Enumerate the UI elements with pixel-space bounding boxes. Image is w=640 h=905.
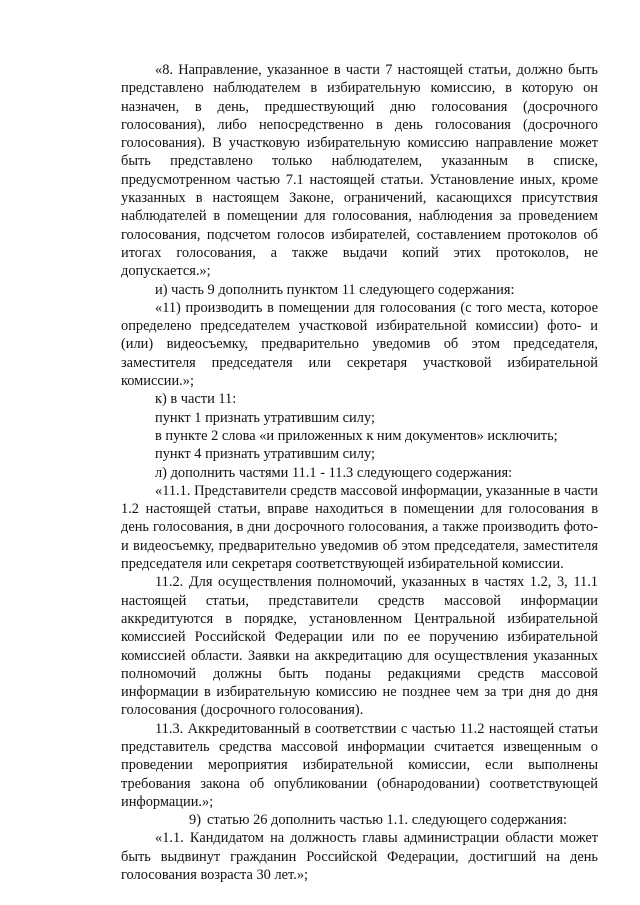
paragraph-part-1-1: «1.1. Кандидатом на должность главы администрации области может быть выдвинут гражданин Российской Федерации, достигший на день голосования возраста 30 лет.»;: [121, 830, 598, 884]
paragraph-part-11-1: «11.1. Представители средств массовой информации, указанные в части 1.2 настоящей статьи, вправе находиться в помещении для голосования в день голосования, в дни досрочного голосования, а также производить фото- и видеосъемку, предварительно уведомив об этом председателя, заместителя председателя или секретаря соответствующей избирательной комиссии.: [121, 482, 598, 573]
paragraph-part-8: «8. Направление, указанное в части 7 настоящей статьи, должно быть представлено наблюдателем в избирательную комиссию, в которую он назначен, в день, предшествующий дню голосования (досрочного голосования), либо непосредственно в день голосования (досрочного голосования). В участковую избирательную комиссию направление может быть представлено только наблюдателем, указанным в списке, предусмотренном частью 7.1 настоящей статьи. Установление иных, кроме указанных в настоящем Законе, ограничений, касающихся присутствия наблюдателей в помещении для голосования, наблюдения за проведением голосования, подсчетом голосов избирателей, составлением протоколов об итогах голосования, а также выдачи копий этих протоколов, не допускается.»;: [121, 62, 598, 280]
paragraph-item-k: к) в части 11:: [155, 391, 237, 408]
paragraph-part-11-2: 11.2. Для осуществления полномочий, указанных в частях 1.2, 3, 11.1 настоящей статьи, представители средств массовой информации аккредитуются в порядке, установленном Центральной избирательной комиссией Российской Федерации или по ее поручению избирательной комиссией области. Заявки на аккредитацию для осуществления указанных полномочий должны быть поданы редакциями средств массовой информации в избирательную комиссию не позднее чем за три дня до дня голосования (досрочного голосования).: [121, 574, 598, 719]
paragraph-point-4-repeal: пункт 4 признать утратившим силу;: [155, 446, 375, 463]
paragraph-item-9: [121, 811, 598, 829]
paragraph-point-2-amend: в пункте 2 слова «и приложенных к ним документов» исключить;: [155, 427, 558, 444]
paragraph-item-i: и) часть 9 дополнить пунктом 11 следующего содержания:: [155, 281, 515, 298]
paragraph-point-1-repeal: пункт 1 признать утратившим силу;: [155, 409, 375, 426]
document-body: [121, 61, 598, 884]
paragraph-point-11: «11) производить в помещении для голосования (с того места, которое определено председателем участковой избирательной комиссии) фото- и (или) видеосъемку, предварительно уведомив об этом председателя, заместителя председателя или секретаря участковой избирательной комиссии.»;: [121, 299, 598, 390]
item-9-text: статью 26 дополнить частью 1.1. следующего содержания:: [207, 812, 567, 829]
paragraph-part-11-3: 11.3. Аккредитованный в соответствии с частью 11.2 настоящей статьи представитель средства массовой информации считается извещенным о проведении мероприятия избирательной комиссии, если выполнены требования закона об опубликовании (обнародовании) соответствующей информации.»;: [121, 720, 598, 810]
item-9-number: 9): [189, 812, 201, 829]
paragraph-item-l: л) дополнить частями 11.1 - 11.3 следующего содержания:: [155, 464, 513, 481]
